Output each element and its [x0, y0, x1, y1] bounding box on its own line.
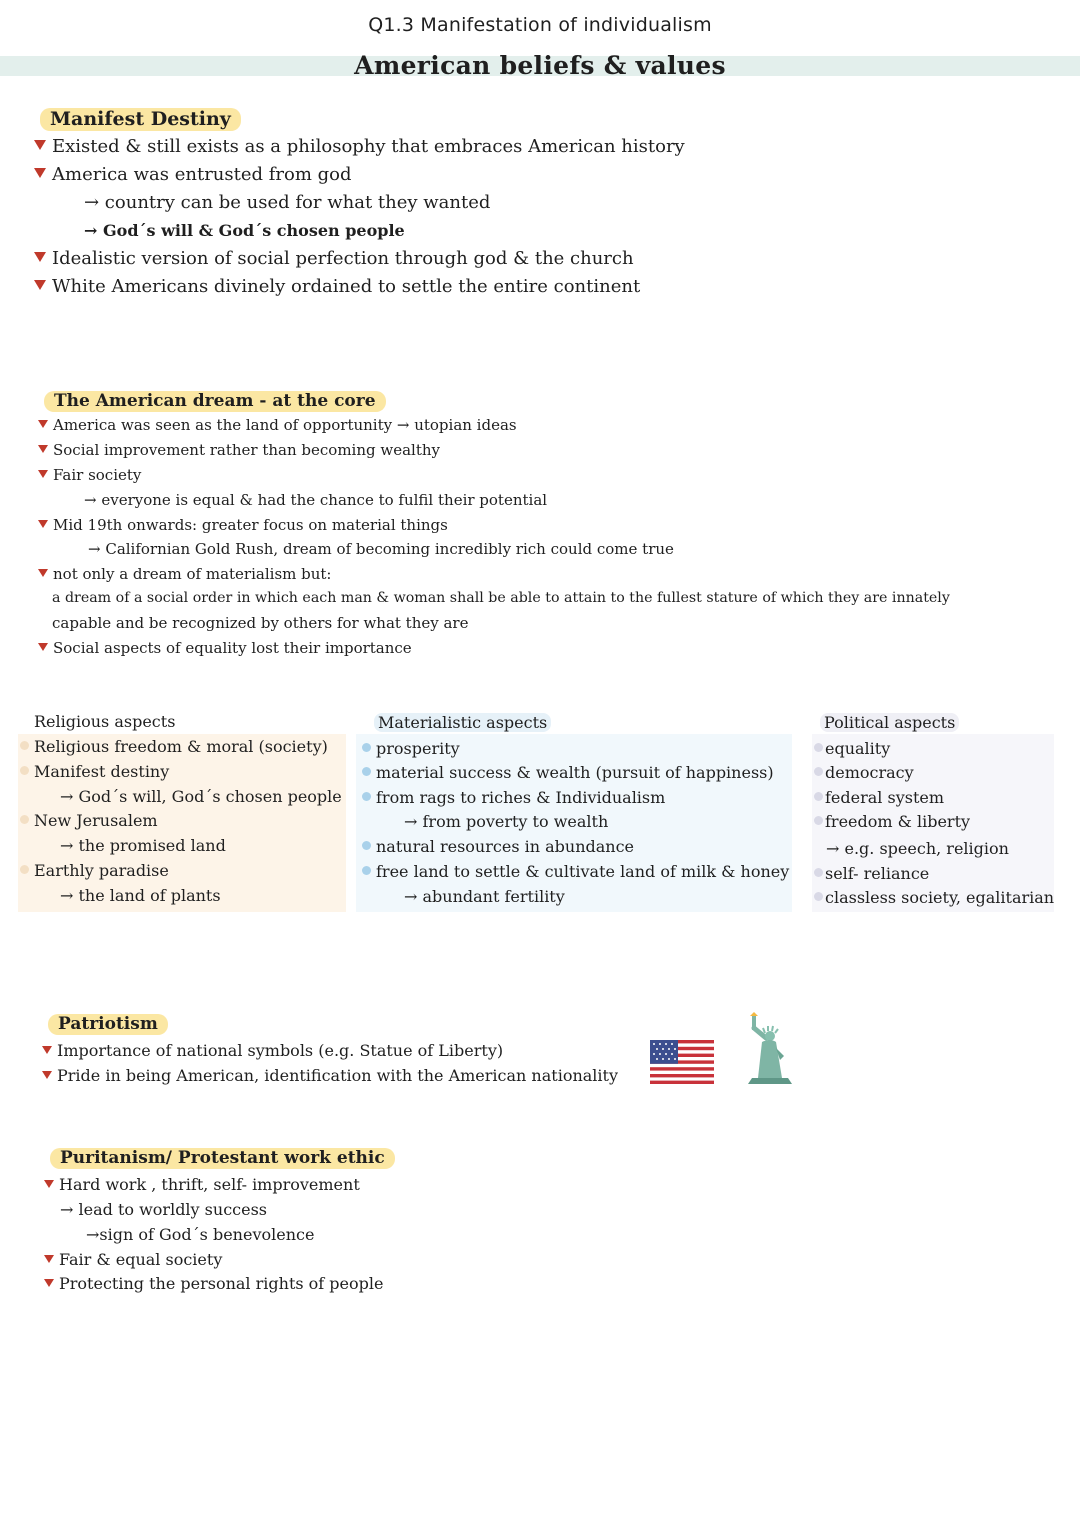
political-line-3: federal system: [814, 788, 944, 807]
manifest-line-3: → country can be used for what they wanted: [84, 192, 491, 213]
political-line-6: self- reliance: [814, 864, 929, 883]
puritanism-line-4: Fair & equal society: [44, 1250, 222, 1269]
bullet-arrow-icon: [44, 1279, 54, 1287]
political-line-2: democracy: [814, 763, 914, 782]
bullet-arrow-icon: [44, 1255, 54, 1263]
bullet-arrow-icon: [34, 168, 46, 178]
materialistic-line-2: material success & wealth (pursuit of happiness): [362, 763, 774, 782]
materialistic-line-4: → from poverty to wealth: [404, 812, 609, 831]
manifest-destiny-heading: Manifest Destiny: [40, 108, 241, 130]
religious-line-2: Manifest destiny: [20, 762, 169, 781]
bullet-arrow-icon: [38, 445, 48, 453]
dream-line-5: Mid 19th onwards: greater focus on material things: [38, 516, 448, 534]
political-line-5: → e.g. speech, religion: [826, 839, 1009, 858]
dream-line-8: a dream of a social order in which each man & woman shall be able to attain to the fullest stature of which they are innately: [52, 590, 950, 606]
religious-line-3: → God´s will, God´s chosen people: [60, 787, 342, 806]
materialistic-line-1: prosperity: [362, 739, 460, 758]
manifest-line-1: Existed & still exists as a philosophy that embraces American history: [34, 136, 685, 157]
materialistic-line-3: from rags to riches & Individualism: [362, 788, 665, 807]
dream-line-10: Social aspects of equality lost their importance: [38, 639, 412, 657]
puritanism-line-1: Hard work , thrift, self- improvement: [44, 1175, 360, 1194]
political-line-1: equality: [814, 739, 890, 758]
dream-line-4: → everyone is equal & had the chance to fulfil their potential: [84, 491, 548, 509]
manifest-line-5: Idealistic version of social perfection through god & the church: [34, 248, 634, 269]
dream-line-6: → Californian Gold Rush, dream of becoming incredibly rich could come true: [88, 540, 674, 558]
puritanism-heading: Puritanism/ Protestant work ethic: [50, 1148, 395, 1168]
materialistic-heading: Materialistic aspects: [374, 713, 551, 732]
bullet-arrow-icon: [38, 470, 48, 478]
religious-line-7: → the land of plants: [60, 886, 221, 905]
bullet-arrow-icon: [34, 280, 46, 290]
statue-of-liberty-icon: [742, 1012, 798, 1084]
bullet-arrow-icon: [42, 1046, 52, 1054]
bullet-arrow-icon: [34, 252, 46, 262]
dream-line-3: Fair society: [38, 466, 141, 484]
manifest-line-2: America was entrusted from god: [34, 164, 352, 185]
religious-line-4: New Jerusalem: [20, 811, 158, 830]
materialistic-line-6: free land to settle & cultivate land of milk & honey: [362, 862, 789, 881]
religious-line-1: Religious freedom & moral (society): [20, 737, 328, 756]
dream-line-7: not only a dream of materialism but:: [38, 565, 331, 583]
american-dream-heading: The American dream - at the core: [44, 391, 386, 411]
bullet-arrow-icon: [38, 569, 48, 577]
dream-line-9: capable and be recognized by others for what they are: [52, 614, 469, 632]
page-title: American beliefs & values: [354, 51, 726, 80]
religious-line-5: → the promised land: [60, 836, 226, 855]
puritanism-line-5: Protecting the personal rights of people: [44, 1274, 383, 1293]
materialistic-line-7: → abundant fertility: [404, 887, 565, 906]
patriotism-line-1: Importance of national symbols (e.g. Statue of Liberty): [42, 1041, 503, 1060]
bullet-arrow-icon: [34, 140, 46, 150]
dream-line-1: America was seen as the land of opportunity → utopian ideas: [38, 416, 517, 434]
us-flag-icon: [650, 1040, 714, 1084]
manifest-line-4: → God´s will & God´s chosen people: [84, 221, 405, 240]
puritanism-line-2: → lead to worldly success: [60, 1200, 267, 1219]
manifest-line-6: White Americans divinely ordained to settle the entire continent: [34, 276, 640, 297]
political-line-4: freedom & liberty: [814, 812, 970, 831]
dream-line-2: Social improvement rather than becoming wealthy: [38, 441, 440, 459]
puritanism-line-3: →sign of God´s benevolence: [86, 1225, 315, 1244]
patriotism-line-2: Pride in being American, identification with the American nationality: [42, 1066, 618, 1085]
political-heading: Political aspects: [820, 713, 959, 732]
bullet-arrow-icon: [42, 1071, 52, 1079]
bullet-arrow-icon: [38, 643, 48, 651]
bullet-arrow-icon: [38, 520, 48, 528]
patriotism-heading: Patriotism: [48, 1014, 168, 1034]
bullet-arrow-icon: [38, 420, 48, 428]
religious-line-6: Earthly paradise: [20, 861, 169, 880]
page-subtitle: Q1.3 Manifestation of individualism: [368, 14, 712, 36]
political-line-7: classless society, egalitarian: [814, 888, 1054, 907]
bullet-arrow-icon: [44, 1180, 54, 1188]
materialistic-line-5: natural resources in abundance: [362, 837, 634, 856]
religious-heading: Religious aspects: [34, 712, 176, 731]
